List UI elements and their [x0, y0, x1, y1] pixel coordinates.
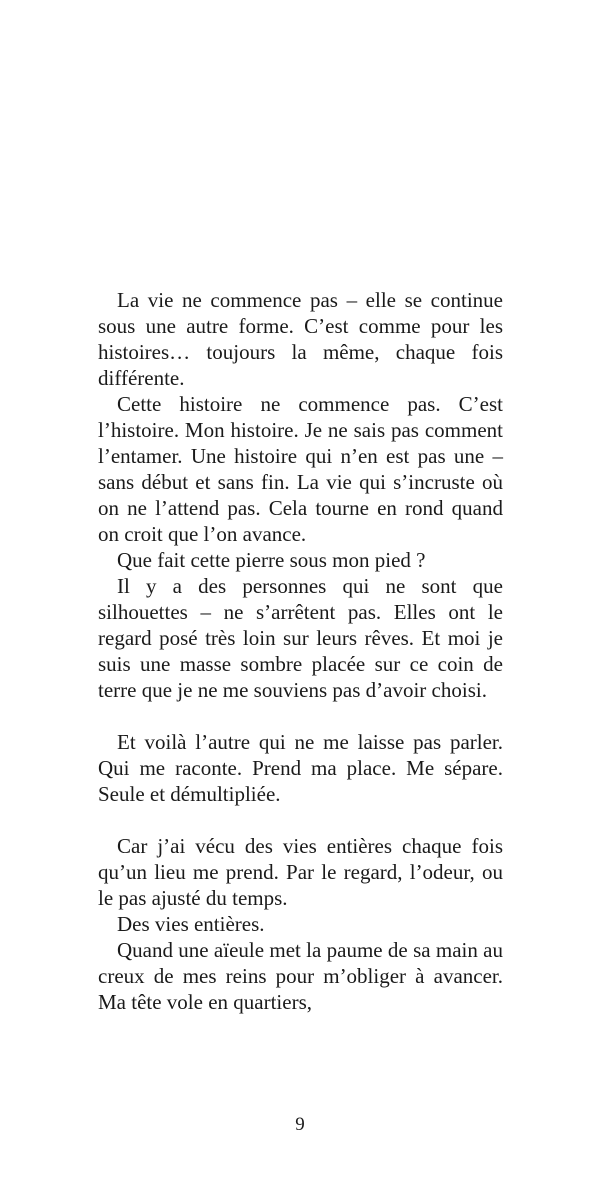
paragraph-2: Cette histoire ne commence pas. C’est l’histoire. Mon histoire. Je ne sais pas comment l’entamer. Une histoire qui n’en est pas une – sans début et sans fin. La vie qui s’incruste où on ne l’attend pas. Cela tourne en rond quand on croit que l’on avance.	[98, 392, 503, 546]
section-break	[98, 703, 503, 729]
text-block	[98, 287, 503, 1015]
paragraph-8: Quand une aïeule met la paume de sa main au creux de mes reins pour m’obliger à avancer. Ma tête vole en quartiers,	[98, 938, 503, 1014]
paragraph-6: Car j’ai vécu des vies entières chaque fois qu’un lieu me prend. Par le regard, l’odeur, ou le pas ajusté du temps.	[98, 834, 503, 910]
paragraph-7: Des vies entières.	[117, 912, 265, 936]
paragraph-1: La vie ne commence pas – elle se continue sous une autre forme. C’est comme pour les histoires… toujours la même, chaque fois différente.	[98, 288, 503, 390]
paragraph-4: Il y a des personnes qui ne sont que silhouettes – ne s’arrêtent pas. Elles ont le regard posé très loin sur leurs rêves. Et moi je suis une masse sombre placée sur ce coin de terre que je ne me souviens pas d’avoir choisi.	[98, 574, 503, 702]
paragraph-3: Que fait cette pierre sous mon pied ?	[117, 548, 426, 572]
section-break	[98, 807, 503, 833]
paragraph-5: Et voilà l’autre qui ne me laisse pas parler. Qui me raconte. Prend ma place. Me sépare. Seule et démultipliée.	[98, 730, 503, 806]
page-number: 9	[295, 1114, 305, 1135]
